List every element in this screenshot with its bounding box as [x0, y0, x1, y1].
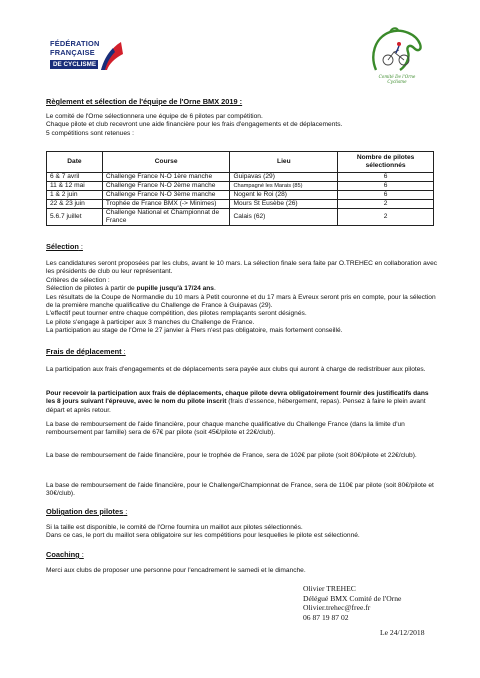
cell-nombre: 2 — [338, 209, 434, 226]
cell-date: 22 & 23 juin — [47, 200, 103, 209]
cell-lieu: Champagné les Marais (85) — [230, 182, 338, 191]
ffc-logo-bar-text: DE CYCLISME — [53, 61, 97, 68]
signature-role: Délégué BMX Comité de l'Orne — [303, 593, 402, 603]
cell-lieu: Mours St Eusèbe (26) — [230, 200, 338, 209]
frais-p2 — [46, 390, 438, 415]
orne-committee-logo — [366, 26, 428, 96]
orne-logo-caption — [366, 74, 428, 84]
obligation-block — [46, 524, 438, 541]
intro-block — [46, 113, 438, 138]
coaching-heading-colon: : — [79, 550, 84, 559]
cell-nombre: 6 — [338, 173, 434, 182]
cell-course: Challenge France N-O 1ère manche — [102, 173, 230, 182]
competitions-table — [46, 151, 434, 226]
obligation-heading-colon: : — [123, 507, 128, 516]
selection-heading — [46, 242, 83, 251]
cell-course: Challenge France N-O 2ème manche — [102, 182, 230, 191]
selection-p5: L'effectif peut tourner entre chaque compétition, des pilotes remplaçants seront désignés. — [46, 310, 307, 318]
selection-p4: Les résultats de la Coupe de Normandie du 10 mars à Petit couronne et du 17 mars à Evreux seront pris en compte, pour la sélection de la première manche qualificative du Challenge de France à Guipavas (29). — [46, 293, 436, 310]
selection-p2: Critères de sélection : — [46, 276, 110, 284]
cell-date: 11 & 12 mai — [47, 182, 103, 191]
frais-p4: La base de remboursement de l'aide financière, pour le trophée de France, sera de 102€ par pilote (soit 80€/pilote et 22€/club). — [46, 452, 417, 459]
col-course: Course — [102, 152, 230, 173]
col-nombre: Nombre de pilotes sélectionnés — [338, 152, 434, 173]
cyclist-horse-icon — [366, 26, 428, 74]
selection-heading-colon: : — [78, 242, 83, 251]
selection-block — [46, 260, 438, 336]
document-date: Le 24/12/2018 — [380, 628, 425, 637]
frais-heading — [46, 347, 126, 356]
obligation-p1: Si la taille est disponible, le comité de l'Orne fournira un maillot aux pilotes sélectionnés. — [46, 524, 303, 531]
orne-logo-caption-1: Comité De l'Orne — [378, 74, 416, 79]
signature-name: Olivier TREHEC — [303, 584, 356, 593]
frais-p3: La base de remboursement de l'aide financière, pour chaque manche qualificative du Challenge France (dans la limite d'un remboursement par famille) sera de 67€ par pilote (soit 45€/pilote et 22€/club). — [46, 421, 405, 437]
cell-date: 5.6.7 juillet — [47, 209, 103, 226]
col-date: Date — [47, 152, 103, 173]
orne-logo-caption-2: Cyclisme — [387, 79, 407, 84]
intro-line-2: Chaque pilote et club recevront une aide financière pour les frais d'engagements et de déplacements. — [46, 121, 343, 129]
coaching-heading — [46, 550, 84, 559]
cell-lieu: Calais (62) — [230, 209, 338, 226]
obligation-heading — [46, 507, 127, 516]
frais-heading-text: Frais de déplacement — [46, 347, 122, 356]
obligation-p2: Dans ce cas, le port du maillot sera obligatoire sur les compétitions pour lesquelles le pilote est sélectionné. — [46, 532, 360, 540]
cell-course: Trophée de France BMX (-> Minimes) — [102, 200, 230, 209]
ffc-flag-icon — [99, 40, 123, 70]
coaching-p1: Merci aux clubs de proposer une personne pour l'encadrement le samedi et le dimanche. — [46, 567, 306, 574]
selection-p3-c: . — [213, 285, 216, 293]
table-row — [47, 200, 434, 209]
ffc-logo-line1: FÉDÉRATION — [50, 39, 100, 48]
table-row — [47, 209, 434, 226]
signature-phone: 06 87 19 87 02 — [303, 612, 349, 622]
ffc-logo — [50, 35, 125, 77]
col-lieu: Lieu — [230, 152, 338, 173]
cell-date: 6 & 7 avril — [47, 173, 103, 182]
cell-nombre: 6 — [338, 182, 434, 191]
selection-p3-b: pupille jusqu'à 17/24 ans — [136, 285, 214, 293]
signature-block — [303, 584, 401, 622]
frais-heading-colon: : — [121, 347, 126, 356]
table-row — [47, 191, 434, 200]
selection-p3-a: Sélection de pilotes à partir de — [46, 285, 137, 293]
selection-heading-text: Sélection — [46, 242, 79, 251]
selection-p1: Les candidatures seront proposées par les clubs, avant le 10 mars. La sélection finale sera faite par O.TREHEC en collaboration avec les présidents de club ou leur représentant. — [46, 260, 438, 276]
signature-email: Olivier.trehec@free.fr — [303, 603, 371, 613]
selection-p6: Le pilote s'engage à participer aux 3 manches du Challenge de France. — [46, 318, 255, 326]
frais-p1: La participation aux frais d'engagements et de déplacements sera payée aux clubs qui auront à charge de redistribuer aux pilotes. — [46, 366, 426, 373]
frais-p2-bold: Pour recevoir la participation aux frais de déplacements, chaque pilote devra obligatoirement fournir des justificatifs dans les 8 jours suivant l'épreuve, avec le nom du pilote inscrit — [46, 390, 429, 406]
cell-lieu: Nogent le Roi (28) — [230, 191, 338, 200]
cell-course: Challenge National et Championnat de France — [102, 209, 230, 226]
coaching-heading-text: Coaching — [46, 550, 80, 559]
document-title: Règlement et sélection de l'équipe de l'Orne BMX 2019 : — [46, 97, 243, 106]
ffc-logo-line2: FRANÇAISE — [50, 48, 95, 57]
cell-course: Challenge France N-O 3ème manche — [102, 191, 230, 200]
cell-lieu: Guipavas (29) — [230, 173, 338, 182]
cell-nombre: 2 — [338, 200, 434, 209]
selection-p7: La participation au stage de l'Orne le 27 janvier à Flers n'est pas obligatoire, mais fortement conseillé. — [46, 327, 343, 335]
table-row — [47, 182, 434, 191]
frais-p2-rest: (frais d'essence, hébergement, repas). Pensez à faire le plein avant départ et après retour. — [46, 398, 426, 414]
table-header-row — [47, 152, 434, 173]
intro-line-1: Le comité de l'Orne sélectionnera une équipe de 6 pilotes par compétition. — [46, 113, 263, 120]
intro-line-3: 5 compétitions sont retenues : — [46, 129, 134, 137]
selection-p3 — [46, 285, 438, 293]
ffc-logo-bar — [50, 60, 98, 69]
cell-nombre: 6 — [338, 191, 434, 200]
cell-date: 1 & 2 juin — [47, 191, 103, 200]
obligation-heading-text: Obligation des pilotes — [46, 507, 124, 516]
table-row — [47, 173, 434, 182]
frais-p5: La base de remboursement de l'aide financière, pour le Challenge/Championnat de France, sera de 110€ par pilote (soit 80€/pilote et 30€/club). — [46, 482, 434, 498]
